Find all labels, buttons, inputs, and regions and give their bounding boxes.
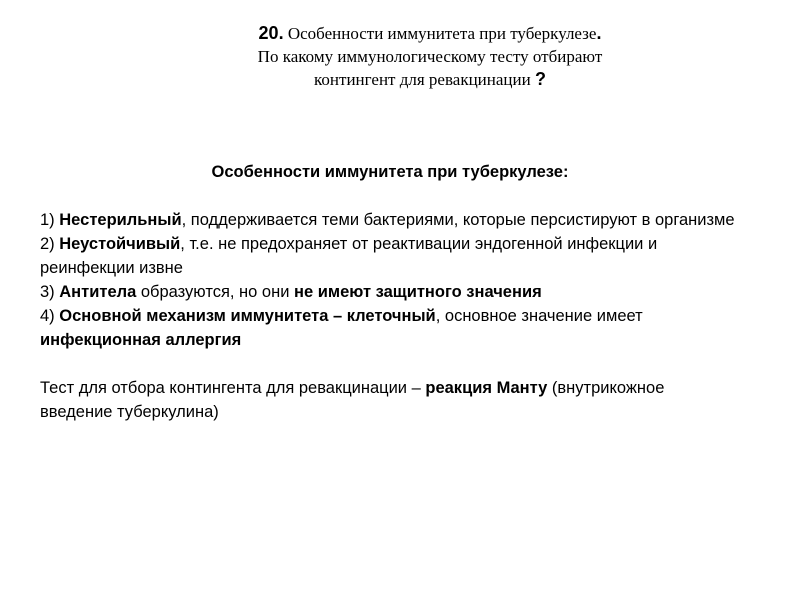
item-2-text: , т.е. не предохраняет от реактивации эндогенной инфекции и реинфекции извне — [40, 235, 658, 277]
paragraph-spacer — [40, 352, 740, 376]
test-paragraph — [40, 376, 740, 424]
header-line-1 — [150, 22, 710, 45]
item-1-bold: Нестерильный — [59, 211, 182, 229]
header-title-period: . — [596, 23, 602, 43]
item-1-text: , поддерживается теми бактериями, которые персистируют в организме — [181, 211, 735, 229]
list-item-1 — [40, 208, 740, 232]
content-subtitle: Особенности иммунитета при туберкулезе: — [211, 163, 569, 181]
test-text-2: (внутрикожное введение туберкулина) — [40, 379, 665, 421]
header-line-2: По какому иммунологическому тесту отбирают — [257, 47, 603, 66]
slide-content — [40, 160, 740, 424]
test-text-1: Тест для отбора контингента для ревакцинации – — [40, 379, 426, 397]
item-3-bold-2: не имеют защитного значения — [294, 283, 542, 301]
list-item-2 — [40, 232, 740, 280]
header-title: Особенности иммунитета при туберкулезе — [283, 24, 597, 43]
list-item-4 — [40, 304, 740, 352]
question-number-dot: . — [278, 23, 284, 43]
item-1-prefix: 1) — [40, 211, 60, 229]
header-question-mark: ? — [534, 69, 546, 89]
item-4-bold-2: инфекционная аллергия — [40, 331, 242, 349]
question-number: 20 — [258, 23, 279, 43]
slide-header — [150, 22, 710, 91]
item-2-bold: Неустойчивый — [59, 235, 181, 253]
item-2-prefix: 2) — [40, 235, 60, 253]
item-3-bold: Антитела — [59, 283, 137, 301]
item-3-prefix: 3) — [40, 283, 60, 301]
item-3-text: образуются, но они — [136, 283, 295, 301]
item-4-prefix: 4) — [40, 307, 60, 325]
list-item-3 — [40, 280, 740, 304]
header-line-3-text: контингент для ревакцинации — [314, 70, 531, 89]
test-bold: реакция Манту — [425, 379, 548, 397]
header-line-3 — [150, 68, 710, 91]
item-4-text: , основное значение имеет — [435, 307, 643, 325]
item-4-bold: Основной механизм иммунитета – клеточный — [59, 307, 436, 325]
